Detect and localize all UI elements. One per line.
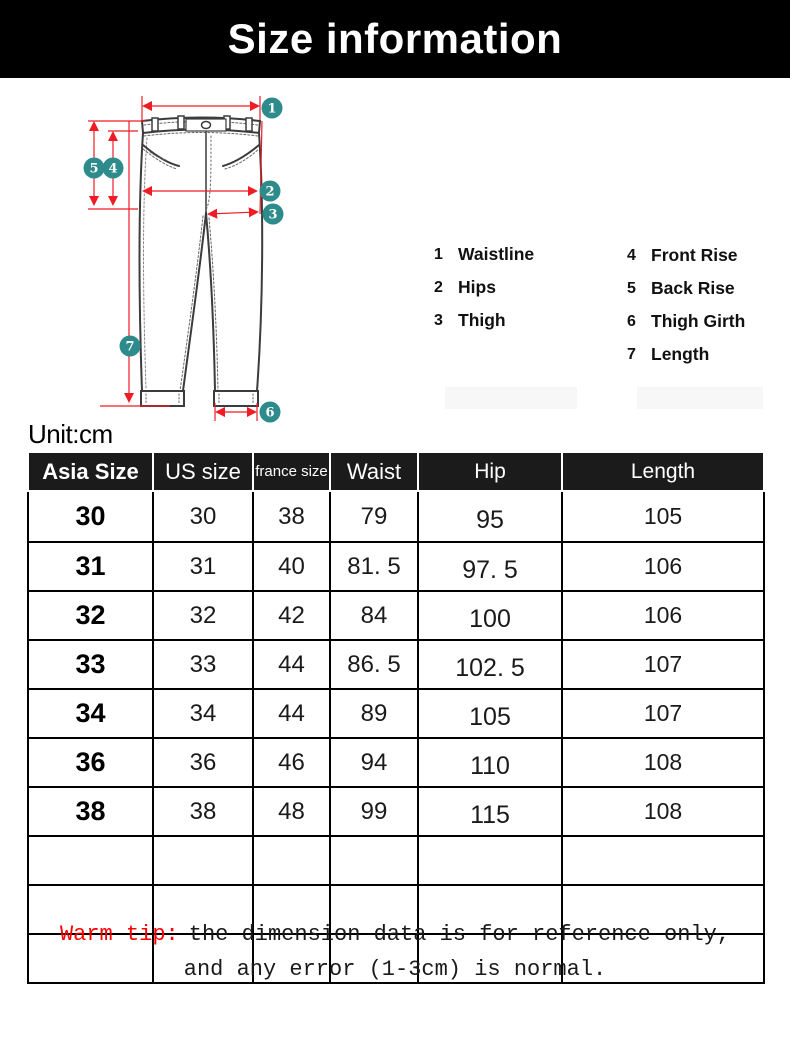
size-table-body bbox=[28, 491, 764, 983]
table-cell: 95 bbox=[418, 491, 562, 542]
legend-item-length bbox=[627, 338, 745, 371]
table-row bbox=[28, 491, 764, 542]
table-cell bbox=[253, 836, 330, 885]
table-cell: 32 bbox=[153, 591, 253, 640]
warm-tip-label: Warm tip: bbox=[59, 922, 179, 947]
col-header-waist: Waist bbox=[330, 452, 418, 491]
pants-measurement-diagram bbox=[80, 88, 370, 438]
page-title: Size information bbox=[227, 15, 563, 62]
svg-text:7: 7 bbox=[125, 339, 135, 355]
table-cell: 36 bbox=[153, 738, 253, 787]
table-cell: 102. 5 bbox=[418, 640, 562, 689]
legend-number: 6 bbox=[627, 312, 636, 330]
table-cell: 34 bbox=[153, 689, 253, 738]
table-cell: 97. 5 bbox=[418, 542, 562, 591]
table-cell: 44 bbox=[253, 640, 330, 689]
legend-number: 5 bbox=[627, 279, 636, 297]
table-cell: 115 bbox=[418, 787, 562, 836]
legend-item-thigh bbox=[434, 304, 534, 337]
table-row bbox=[28, 591, 764, 640]
svg-text:1: 1 bbox=[267, 101, 277, 117]
table-cell bbox=[153, 836, 253, 885]
col-header-length: Length bbox=[562, 452, 764, 491]
table-cell: 46 bbox=[253, 738, 330, 787]
table-cell: 94 bbox=[330, 738, 418, 787]
measure-legend-col-1 bbox=[434, 238, 534, 337]
legend-number: 7 bbox=[627, 345, 636, 363]
warm-tip bbox=[0, 917, 790, 987]
svg-text:4: 4 bbox=[108, 161, 118, 177]
thigh-arrow bbox=[209, 212, 257, 214]
warm-tip-line-2: and any error (1-3cm) is normal. bbox=[183, 957, 607, 982]
legend-label: Waistline bbox=[458, 244, 535, 264]
callout-1-badge bbox=[262, 98, 283, 119]
table-cell: 108 bbox=[562, 787, 764, 836]
table-cell: 107 bbox=[562, 640, 764, 689]
table-cell: 40 bbox=[253, 542, 330, 591]
faint-watermark-block bbox=[445, 387, 577, 409]
table-cell: 34 bbox=[28, 689, 153, 738]
faint-watermark-block bbox=[637, 387, 763, 409]
table-row bbox=[28, 640, 764, 689]
callout-2-badge bbox=[260, 181, 281, 202]
col-header-us-size: US size bbox=[153, 452, 253, 491]
table-cell: 48 bbox=[253, 787, 330, 836]
legend-item-thigh-girth bbox=[627, 305, 745, 338]
table-cell: 107 bbox=[562, 689, 764, 738]
table-row bbox=[28, 542, 764, 591]
table-cell: 32 bbox=[28, 591, 153, 640]
legend-item-front-rise bbox=[627, 239, 745, 272]
table-cell: 79 bbox=[330, 491, 418, 542]
legend-label: Thigh bbox=[458, 310, 506, 330]
table-cell: 30 bbox=[28, 491, 153, 542]
legend-item-waistline bbox=[434, 238, 534, 271]
svg-text:5: 5 bbox=[89, 161, 99, 177]
table-cell: 38 bbox=[153, 787, 253, 836]
callout-6-badge bbox=[260, 402, 281, 423]
legend-number: 4 bbox=[627, 246, 636, 264]
warm-tip-text-1: the dimension data is for reference only, bbox=[188, 922, 731, 947]
table-cell: 33 bbox=[28, 640, 153, 689]
callout-4-badge bbox=[103, 158, 124, 179]
table-cell: 84 bbox=[330, 591, 418, 640]
table-cell bbox=[330, 836, 418, 885]
title-banner bbox=[0, 0, 790, 78]
table-cell: 33 bbox=[153, 640, 253, 689]
table-row bbox=[28, 738, 764, 787]
legend-item-hips bbox=[434, 271, 534, 304]
table-cell: 81. 5 bbox=[330, 542, 418, 591]
callout-5-badge bbox=[84, 158, 105, 179]
warm-tip-line-1 bbox=[0, 917, 790, 952]
table-cell: 36 bbox=[28, 738, 153, 787]
table-cell: 110 bbox=[418, 738, 562, 787]
svg-text:3: 3 bbox=[268, 207, 278, 223]
table-cell: 30 bbox=[153, 491, 253, 542]
table-cell: 42 bbox=[253, 591, 330, 640]
legend-label: Back Rise bbox=[651, 278, 735, 298]
size-table bbox=[27, 451, 765, 984]
col-header-hip: Hip bbox=[418, 452, 562, 491]
button-icon bbox=[202, 122, 211, 129]
measure-legend-col-2 bbox=[627, 239, 745, 371]
table-cell: 105 bbox=[562, 491, 764, 542]
table-cell: 99 bbox=[330, 787, 418, 836]
legend-number: 1 bbox=[434, 245, 443, 263]
table-cell bbox=[28, 836, 153, 885]
legend-label: Thigh Girth bbox=[651, 311, 746, 331]
table-cell bbox=[562, 836, 764, 885]
legend-item-back-rise bbox=[627, 272, 745, 305]
table-cell: 31 bbox=[153, 542, 253, 591]
table-row bbox=[28, 689, 764, 738]
legend-label: Front Rise bbox=[651, 245, 738, 265]
measure-arrows bbox=[88, 96, 262, 421]
header-row bbox=[28, 452, 764, 491]
table-row bbox=[28, 836, 764, 885]
table-cell: 100 bbox=[418, 591, 562, 640]
table-cell: 106 bbox=[562, 591, 764, 640]
callout-3-badge bbox=[263, 204, 284, 225]
pants-drawing bbox=[140, 116, 263, 406]
table-cell: 38 bbox=[28, 787, 153, 836]
svg-text:6: 6 bbox=[265, 405, 275, 421]
legend-label: Length bbox=[651, 344, 710, 364]
callout-7-badge bbox=[120, 336, 141, 357]
table-cell: 86. 5 bbox=[330, 640, 418, 689]
table-cell: 108 bbox=[562, 738, 764, 787]
table-cell: 38 bbox=[253, 491, 330, 542]
legend-number: 3 bbox=[434, 311, 443, 329]
size-table-header bbox=[28, 452, 764, 491]
table-cell: 105 bbox=[418, 689, 562, 738]
unit-label: Unit:cm bbox=[28, 419, 113, 449]
legend-number: 2 bbox=[434, 278, 443, 296]
table-cell: 44 bbox=[253, 689, 330, 738]
col-header-asia-size: Asia Size bbox=[28, 452, 153, 491]
table-cell: 89 bbox=[330, 689, 418, 738]
table-cell: 31 bbox=[28, 542, 153, 591]
legend-label: Hips bbox=[458, 277, 496, 297]
svg-text:2: 2 bbox=[265, 184, 275, 200]
table-cell bbox=[418, 836, 562, 885]
table-cell: 106 bbox=[562, 542, 764, 591]
col-header-france-size: france size bbox=[253, 452, 330, 491]
table-row bbox=[28, 787, 764, 836]
